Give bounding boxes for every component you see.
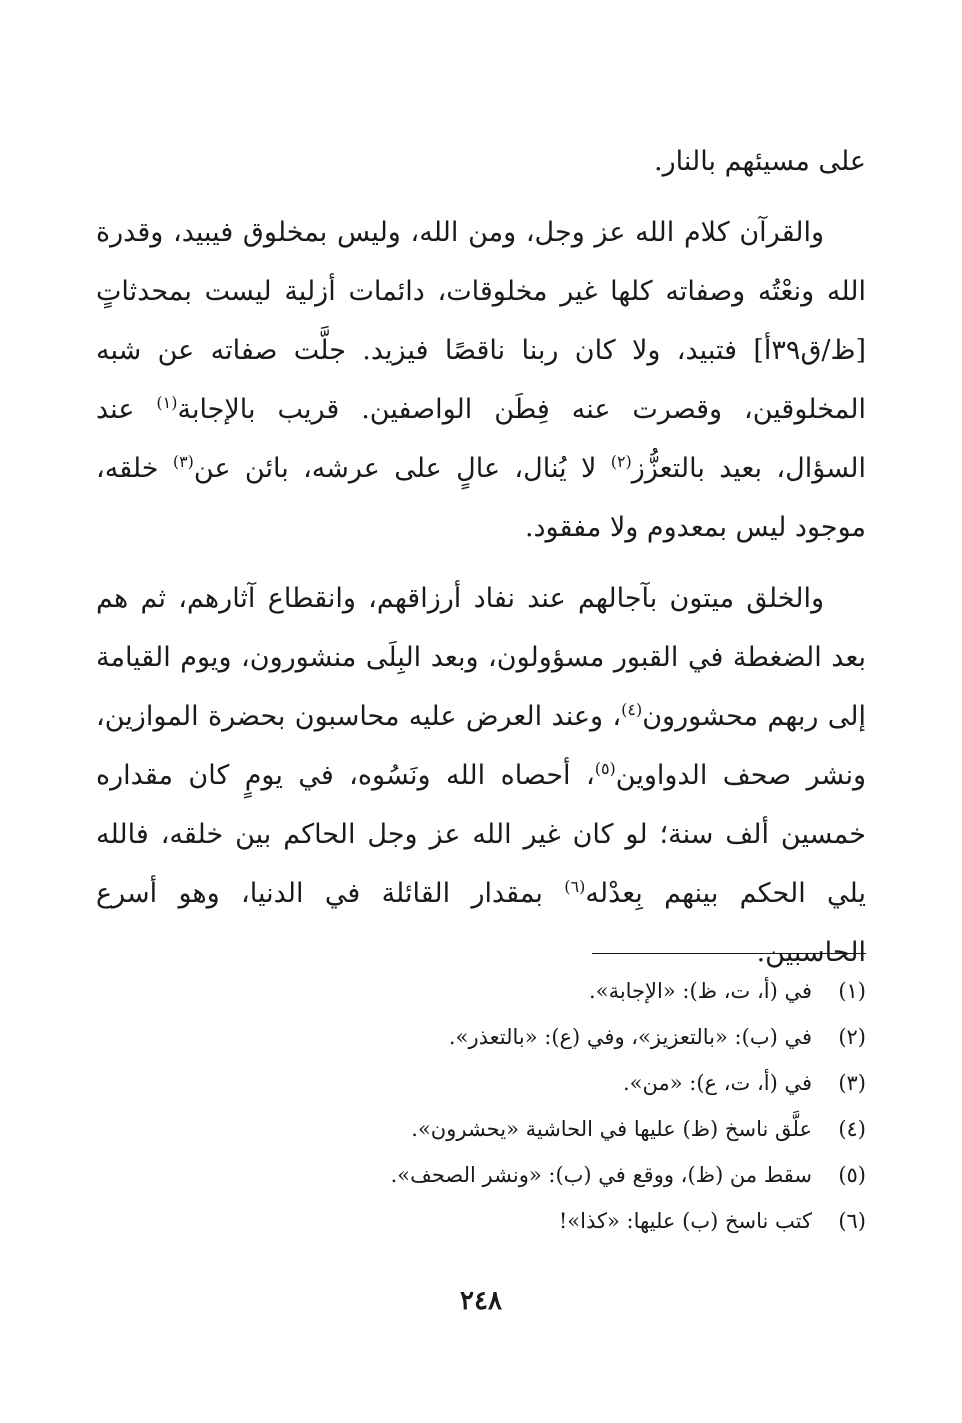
footnote-reference: (٢) [610,452,632,471]
footnote-item [96,1198,866,1244]
paragraph-1 [96,132,866,191]
footnote-number: (٣) [838,1071,866,1095]
paragraph-text: والقرآن كلام الله عز وجل، ومن الله، وليس بمخلوق فيبيد، وقدرة الله ونعْتُه وصفاته كلها غير مخلوقات، دائمات أزلية ليست بمحدثاتٍ [ظ/ق٣٩أ] فتبيد، ولا كان ربنا ناقصًا فيزيد. جلَّت صفاته عن شبه المخلوقين، وقصرت عنه فِطَن الواصفين. قريب بالإجابة [96,217,866,425]
footnote-reference: (١) [156,393,178,412]
footnote-item [96,968,866,1014]
footnotes [96,968,866,1244]
footnote-reference: (٣) [172,452,194,471]
footnote-item [96,1060,866,1106]
page-number: ٢٤٨ [460,1286,502,1316]
footnote-text: سقط من (ظ)، ووقع في (ب): «ونشر الصحف». [390,1163,812,1187]
footnote-reference: (٥) [594,759,616,778]
paragraph-text: والخلق ميتون بآجالهم عند نفاد أرزاقهم، وانقطاع آثارهم، ثم هم بعد الضغطة في القبور مسؤولون، وبعد البِلَى منشورون، ويوم القيامة إلى ربهم محشورون [96,583,866,732]
paragraph-text: عند السؤال، بعيد بالتعزُّز [96,394,867,484]
footnote-item [96,1106,866,1152]
footnote-separator [592,953,866,954]
footnote-number: (٦) [838,1209,866,1233]
footnote-number: (٥) [838,1163,866,1187]
paragraph-text: لا يُنال، عالٍ على عرشه، بائن عن [193,453,611,484]
footnote-text: في (أ، ت، ع): «من». [623,1071,812,1095]
paragraph-text: ، وعند العرض عليه محاسبون بحضرة الموازين، ونشر صحف الدواوين [96,701,867,791]
footnote-text: في (أ، ت، ظ): «الإجابة». [589,979,812,1003]
footnote-reference: (٤) [621,700,643,719]
footnote-number: (٢) [838,1025,866,1049]
footnote-number: (١) [838,979,866,1003]
paragraph-2 [96,203,866,557]
footnote-reference: (٦) [564,877,586,896]
footnote-item [96,1014,866,1060]
footnote-text: كتب ناسخ (ب) عليها: «كذا»! [558,1209,812,1233]
paragraph-text: ، أحصاه الله ونَسُوه، في يومٍ كان مقداره خمسين ألف سنة؛ لو كان غير الله عز وجل الحاكم بين خلقه، فالله يلي الحكم بينهم بِعدْله [96,760,866,909]
footnote-text: في (ب): «بالتعزيز»، وفي (ع): «بالتعذر». [448,1025,812,1049]
paragraph-text: خلقه، موجود ليس بمعدوم ولا مفقود. [96,453,866,543]
paragraph-text: بمقدار القائلة في الدنيا، وهو أسرع الحاسبين. [96,878,866,968]
footnote-item [96,1152,866,1198]
paragraph-3 [96,569,866,982]
footnote-text: علَّق ناسخ (ظ) عليها في الحاشية «يحشرون». [411,1117,812,1141]
paragraph-text: على مسيئهم بالنار. [654,146,866,177]
footnote-number: (٤) [838,1117,866,1141]
main-text [96,132,866,994]
